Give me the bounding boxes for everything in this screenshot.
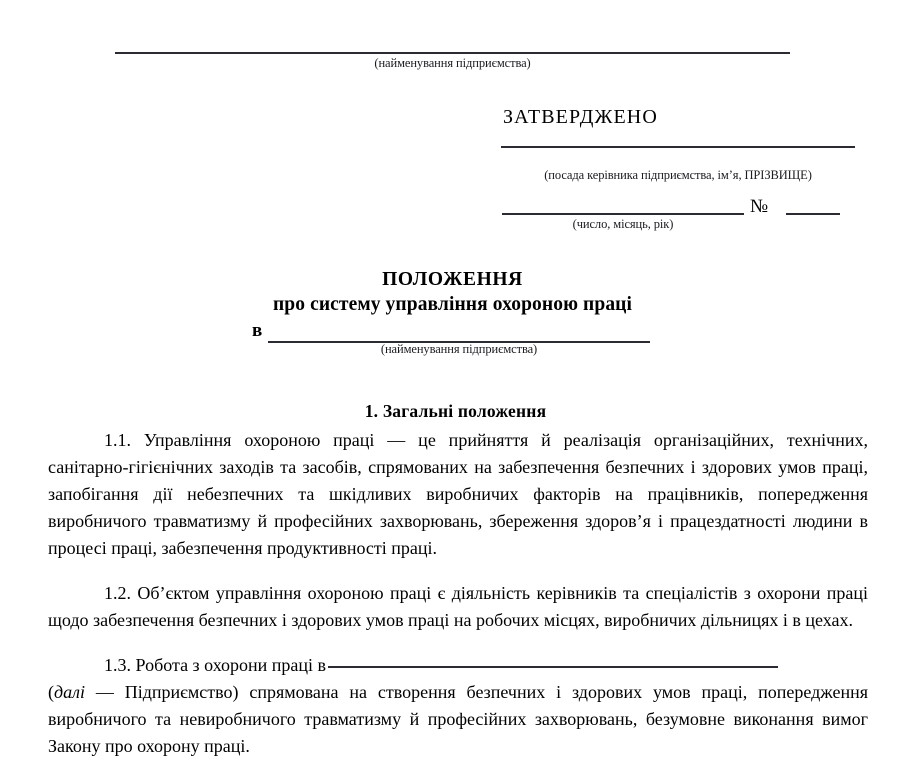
document-title: ПОЛОЖЕННЯ (382, 269, 523, 290)
enterprise-name-caption (0, 57, 905, 71)
paragraph-1-3-continuation-text: — Підприємство) спрямована на створення безпечних і здорових умов праці, попередження виробничого та невиробничого травматизму й професійних захворювань, безумовне виконання вимог Закону про охорону праці. (48, 682, 868, 756)
enterprise-name-blank-rule (115, 52, 790, 54)
paragraph-1-3-lead-line (48, 652, 868, 679)
signatory-blank-rule (501, 146, 855, 148)
date-blank-rule (502, 213, 744, 215)
paragraph-1-3-blank-rule (328, 666, 778, 668)
signatory-caption: (посада керівника підприємства, ім’я, ПРІЗВИЩЕ) (544, 168, 812, 182)
date-caption: (число, місяць, рік) (572, 217, 674, 231)
section-heading-1: 1. Загальні положення (364, 401, 547, 421)
enterprise-name-caption-text: (найменування підприємства) (374, 56, 531, 70)
paragraph-1-3-continuation (48, 679, 868, 760)
paragraph-1-1-text: 1.1. Управління охороною праці — це прийняття й реалізація організаційних, технічних, санітарно-гігієнічних заходів та засобів, спрямованих на забезпечення безпечних і здорових умов праці, запобігання дії небезпечних та шкідливих виробничих факторів на працівників, попередження виробничого травматизму й професійних захворювань, збереження здоров’я і працездатності людини в процесі праці, забезпечення продуктивності праці. (48, 430, 868, 558)
paragraph-1-3-dali-italic: далі (54, 682, 85, 702)
paragraph-1-1 (48, 427, 868, 562)
paragraph-1-2 (48, 580, 868, 634)
paragraph-1-3 (48, 652, 868, 760)
title-in-prefix: в (252, 320, 263, 341)
number-symbol: № (750, 196, 769, 217)
paragraph-1-3-paren-open: ( (48, 682, 54, 702)
paragraph-1-2-text: 1.2. Об’єктом управління охороною праці є діяльність керівників та спеціалістів з охорони праці щодо забезпечення безпечних і здорових умов праці на робочих місцях, виробничих дільницях і в цехах. (48, 583, 868, 630)
approved-label: ЗАТВЕРДЖЕНО (503, 106, 658, 128)
title-enterprise-caption: (найменування підприємства) (380, 342, 538, 356)
document-subtitle: про систему управління охороною праці (272, 294, 633, 315)
number-blank-rule (786, 213, 840, 215)
paragraph-1-3-lead-text: 1.3. Робота з охорони праці в (104, 655, 327, 675)
